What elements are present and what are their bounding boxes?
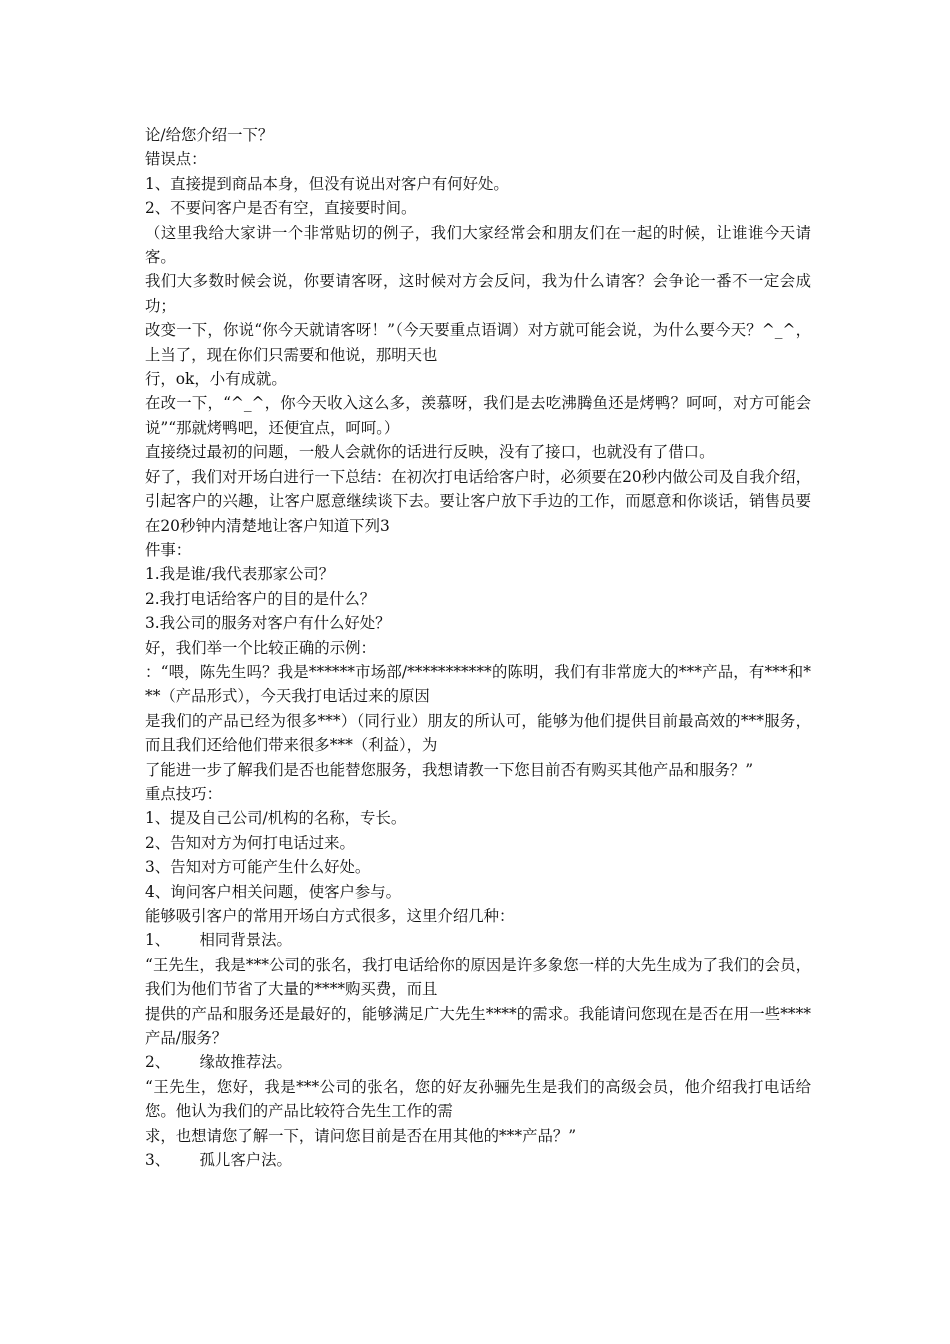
text-line: 3、告知对方可能产生什么好处。 — [145, 858, 371, 877]
text-line: 错误点： — [145, 150, 207, 169]
text-line: 了能进一步了解我们是否也能替您服务，我想请教一下您目前否有购买其他产品和服务？” — [145, 760, 754, 779]
text-line: 提供的产品和服务还是最好的，能够满足广大先生****的需求。我能请问您现在是否在用一些****产品/服务？ — [145, 1004, 811, 1048]
text-line: 1、提及自己公司/机构的名称，专长。 — [145, 809, 407, 828]
text-line: 4、询问客户相关问题，使客户参与。 — [145, 882, 402, 901]
text-line: 1、直接提到商品本身，但没有说出对客户有何好处。 — [145, 174, 509, 193]
text-line: 能够吸引客户的常用开场白方式很多，这里介绍几种： — [145, 907, 515, 925]
text-line: 2、不要问客户是否有空，直接要时间。 — [145, 199, 417, 218]
text-line: 重点技巧： — [145, 784, 222, 803]
text-line: 改变一下，你说“你今天就请客呀！”（今天要重点语调）对方就可能会说，为什么要今天？^_^，上当了，现在你们只需要和他说，那明天也 — [145, 321, 811, 364]
text-line: 2.我打电话给客户的目的是什么？ — [145, 589, 376, 608]
text-line: 2、告知对方为何打电话过来。 — [145, 833, 355, 852]
text-line: “王先生，我是***公司的张名，我打电话给你的原因是许多象您一样的大先生成为了我们的会员，我们为他们节省了大量的****购买费，而且 — [145, 955, 811, 999]
text-line: 1、 相同背景法。 — [145, 931, 292, 950]
text-line: “王先生，您好，我是***公司的张名，您的好友孙骊先生是我们的高级会员，他介绍我打电话给您。他认为我们的产品比较符合先生工作的需 — [145, 1077, 811, 1121]
text-line: 我们大多数时候会说，你要请客呀，这时候对方会反问，我为什么请客？会争论一番不一定会成功； — [145, 272, 811, 315]
text-line: 在改一下，“^_^，你今天收入这么多，羡慕呀，我们是去吃沸腾鱼还是烤鸭？呵呵，对方可能会说”“那就烤鸭吧，还便宜点，呵呵。） — [145, 394, 811, 437]
text-line: 好，我们举一个比较正确的示例： — [145, 638, 376, 657]
text-line: 行，ok，小有成就。 — [145, 370, 287, 389]
text-line: 3.我公司的服务对客户有什么好处？ — [145, 614, 391, 633]
text-line: 是我们的产品已经为很多***）（同行业）朋友的所认可，能够为他们提供目前最高效的***服务，而且我们还给他们带来很多***（利益），为 — [145, 711, 811, 755]
text-line: 求，也想请您了解一下，请问您目前是否在用其他的***产品？” — [145, 1126, 577, 1145]
text-line: 直接绕过最初的问题，一般人会就你的话进行反映，没有了接口，也就没有了借口。 — [145, 443, 715, 462]
text-line: ：“喂，陈先生吗？我是******市场部/***********的陈明，我们有非常庞大的***产品，有***和***（产品形式），今天我打电话过来的原因 — [145, 662, 811, 706]
text-line: 1.我是谁/我代表那家公司？ — [145, 565, 335, 584]
text-line: 2、 缘故推荐法。 — [145, 1053, 292, 1072]
document-body — [145, 123, 811, 1172]
text-line: 好了，我们对开场白进行一下总结：在初次打电话给客户时，必须要在20秒内做公司及自我介绍，引起客户的兴趣，让客户愿意继续谈下去。要让客户放下手边的工作，而愿意和你谈话，销售员要在20秒钟内清楚地让客户知道下列3 — [145, 467, 811, 535]
text-line: 3、 孤儿客户法。 — [145, 1151, 292, 1170]
text-line: （这里我给大家讲一个非常贴切的例子，我们大家经常会和朋友们在一起的时候，让谁谁今天请客。 — [145, 223, 811, 267]
text-line: 件事： — [145, 540, 192, 559]
text-line: 论/给您介绍一下？ — [145, 126, 274, 144]
